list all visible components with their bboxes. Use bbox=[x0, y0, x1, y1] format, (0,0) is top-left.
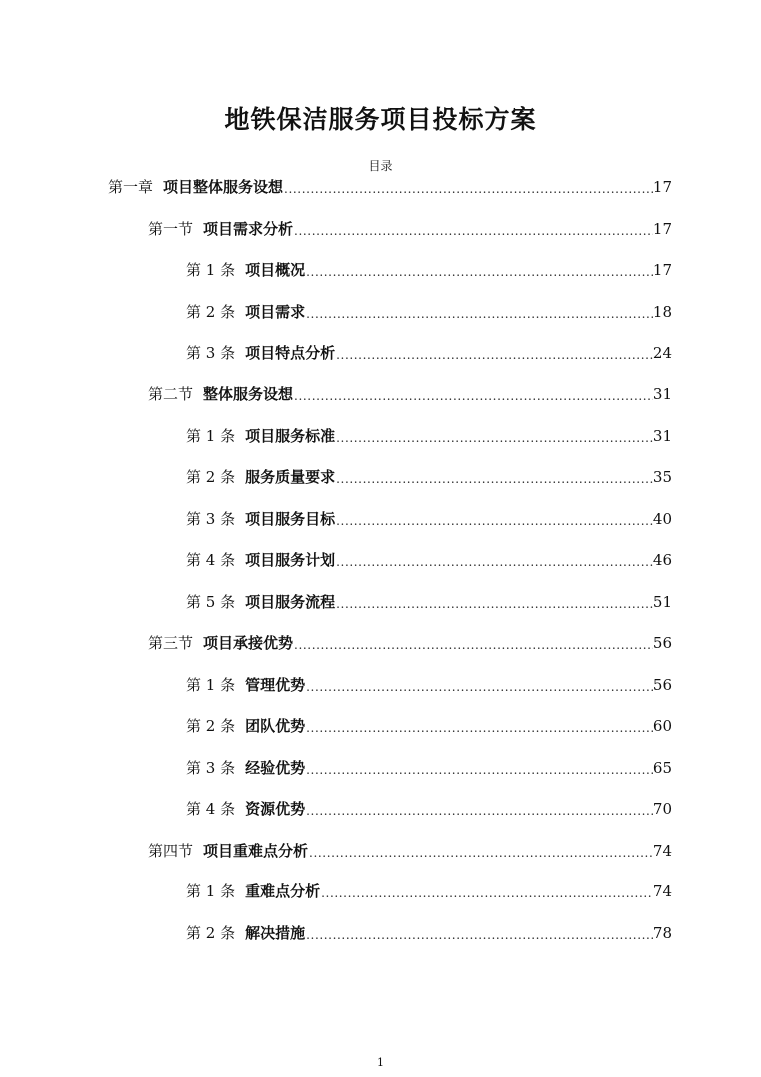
toc-entry-number: 第 3 条 bbox=[186, 344, 236, 362]
toc-entry-title: 团队优势 bbox=[245, 717, 306, 735]
toc-entry-article[interactable] bbox=[186, 425, 672, 447]
toc-entry-article[interactable] bbox=[186, 798, 672, 820]
toc-entry-page: 74 bbox=[652, 842, 672, 860]
toc-entry-title: 资源优势 bbox=[245, 800, 306, 818]
toc-dot-leader bbox=[283, 180, 653, 198]
toc-entry-article[interactable] bbox=[186, 880, 672, 902]
toc-entry-page: 17 bbox=[652, 261, 672, 279]
toc-dot-leader bbox=[305, 926, 653, 944]
toc-dot-leader bbox=[335, 346, 653, 364]
toc-dot-leader bbox=[335, 470, 653, 488]
toc-entry-number: 第 2 条 bbox=[186, 717, 236, 735]
document-title: 地铁保洁服务项目投标方案 bbox=[224, 105, 537, 134]
toc-entry-page: 65 bbox=[652, 759, 672, 777]
toc-dot-leader bbox=[335, 512, 653, 530]
toc-entry-title: 项目特点分析 bbox=[245, 344, 336, 362]
toc-entry-title: 项目需求 bbox=[245, 303, 306, 321]
toc-entry-number: 第四节 bbox=[148, 842, 194, 860]
toc-entry-section[interactable] bbox=[148, 383, 672, 405]
toc-entry-number: 第 4 条 bbox=[186, 800, 236, 818]
toc-entry-title: 项目需求分析 bbox=[203, 220, 294, 238]
toc-entry-number: 第一节 bbox=[148, 220, 194, 238]
toc-dot-leader bbox=[305, 305, 653, 323]
toc-entry-chapter[interactable] bbox=[108, 176, 672, 198]
toc-entry-page: 35 bbox=[652, 468, 672, 486]
toc-dot-leader bbox=[305, 719, 653, 737]
toc-dot-leader bbox=[293, 387, 653, 405]
toc-entry-number: 第 2 条 bbox=[186, 468, 236, 486]
toc-entry-article[interactable] bbox=[186, 342, 672, 364]
toc-entry-article[interactable] bbox=[186, 301, 672, 323]
toc-entry-number: 第 3 条 bbox=[186, 759, 236, 777]
toc-entry-page: 46 bbox=[652, 551, 672, 569]
toc-entry-article[interactable] bbox=[186, 922, 672, 944]
page-number: 1 bbox=[377, 1056, 384, 1069]
toc-entry-page: 17 bbox=[652, 220, 672, 238]
toc-entry-title: 项目服务流程 bbox=[245, 593, 336, 611]
toc-dot-leader bbox=[335, 595, 653, 613]
toc-entry-title: 项目服务标准 bbox=[245, 427, 336, 445]
toc-dot-leader bbox=[293, 222, 653, 240]
toc-entry-page: 60 bbox=[652, 717, 672, 735]
toc-entry-number: 第 1 条 bbox=[186, 427, 236, 445]
toc-entry-page: 56 bbox=[652, 676, 672, 694]
toc-entry-article[interactable] bbox=[186, 715, 672, 737]
toc-entry-title: 整体服务设想 bbox=[203, 385, 294, 403]
toc-entry-page: 17 bbox=[652, 178, 672, 196]
toc-entry-page: 40 bbox=[652, 510, 672, 528]
toc-entry-title: 项目承接优势 bbox=[203, 634, 294, 652]
toc-entry-page: 70 bbox=[652, 800, 672, 818]
toc-entry-page: 24 bbox=[652, 344, 672, 362]
toc-dot-leader bbox=[305, 678, 653, 696]
toc-dot-leader bbox=[305, 761, 653, 779]
toc-dot-leader bbox=[305, 263, 653, 281]
toc-dot-leader bbox=[305, 802, 653, 820]
toc-entry-page: 74 bbox=[652, 882, 672, 900]
toc-entry-title: 项目概况 bbox=[245, 261, 306, 279]
toc-entry-article[interactable] bbox=[186, 591, 672, 613]
toc-entry-number: 第 2 条 bbox=[186, 303, 236, 321]
toc-entry-section[interactable] bbox=[148, 840, 672, 862]
toc-entry-title: 项目服务目标 bbox=[245, 510, 336, 528]
toc-entry-article[interactable] bbox=[186, 259, 672, 281]
toc-dot-leader bbox=[293, 636, 653, 654]
toc-entry-number: 第 2 条 bbox=[186, 924, 236, 942]
toc-entry-title: 服务质量要求 bbox=[245, 468, 336, 486]
toc-entry-number: 第 4 条 bbox=[186, 551, 236, 569]
toc-entry-number: 第 1 条 bbox=[186, 882, 236, 900]
toc-dot-leader bbox=[335, 429, 653, 447]
toc-entry-number: 第 1 条 bbox=[186, 261, 236, 279]
toc-entry-page: 31 bbox=[652, 385, 672, 403]
toc-entry-article[interactable] bbox=[186, 757, 672, 779]
toc-entry-number: 第三节 bbox=[148, 634, 194, 652]
toc-entry-title: 项目重难点分析 bbox=[203, 842, 309, 860]
toc-dot-leader bbox=[320, 884, 653, 902]
toc-heading: 目录 bbox=[368, 159, 393, 173]
toc-entry-number: 第二节 bbox=[148, 385, 194, 403]
toc-dot-leader bbox=[335, 553, 653, 571]
toc-entry-page: 78 bbox=[652, 924, 672, 942]
toc-entry-article[interactable] bbox=[186, 508, 672, 530]
toc-entry-article[interactable] bbox=[186, 549, 672, 571]
toc-entry-number: 第 5 条 bbox=[186, 593, 236, 611]
toc-entry-page: 56 bbox=[652, 634, 672, 652]
toc-entry-section[interactable] bbox=[148, 218, 672, 240]
toc-entry-title: 项目服务计划 bbox=[245, 551, 336, 569]
toc-entry-article[interactable] bbox=[186, 466, 672, 488]
toc-entry-title: 经验优势 bbox=[245, 759, 306, 777]
toc-entry-title: 管理优势 bbox=[245, 676, 306, 694]
toc-entry-title: 重难点分析 bbox=[245, 882, 321, 900]
toc-dot-leader bbox=[308, 844, 653, 862]
toc-entry-number: 第一章 bbox=[108, 178, 154, 196]
toc-entry-section[interactable] bbox=[148, 632, 672, 654]
toc-entry-page: 31 bbox=[652, 427, 672, 445]
toc-entry-article[interactable] bbox=[186, 674, 672, 696]
toc-entry-title: 解决措施 bbox=[245, 924, 306, 942]
toc-entry-page: 51 bbox=[652, 593, 672, 611]
toc-entry-page: 18 bbox=[652, 303, 672, 321]
toc-entry-title: 项目整体服务设想 bbox=[163, 178, 284, 196]
toc-entry-number: 第 1 条 bbox=[186, 676, 236, 694]
toc-entry-number: 第 3 条 bbox=[186, 510, 236, 528]
